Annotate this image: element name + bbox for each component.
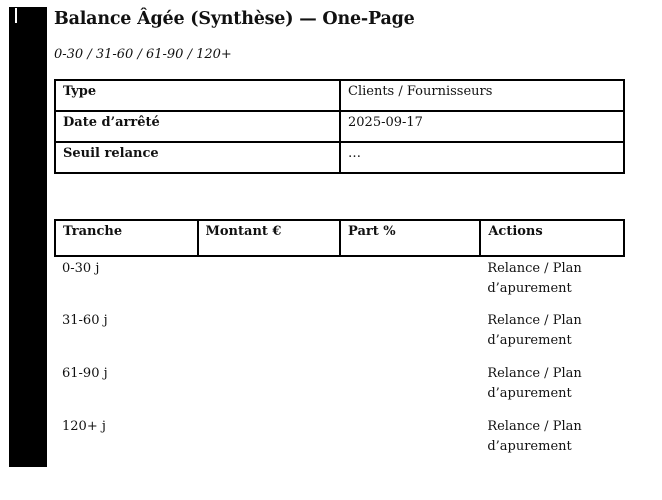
column-header-montant: Montant € — [198, 220, 341, 256]
montant-cell — [198, 415, 341, 468]
meta-table — [54, 79, 625, 174]
tranche-cell: 120+ j — [62, 419, 106, 434]
tranche-cell: 0-30 j — [62, 261, 100, 276]
tranche-cell: 31-60 j — [62, 313, 108, 328]
montant-cell — [198, 309, 341, 362]
left-margin-bar — [9, 7, 47, 467]
aging-header-row — [55, 220, 624, 256]
meta-key: Date d’arrêté — [55, 111, 340, 142]
table-row — [55, 415, 624, 468]
actions-cell: Relance / Plan d’apurement — [487, 261, 582, 296]
actions-cell: Relance / Plan d’apurement — [487, 419, 582, 454]
meta-key: Type — [55, 80, 340, 111]
meta-value: … — [340, 142, 624, 173]
actions-cell: Relance / Plan d’apurement — [487, 313, 582, 348]
tranche-cell: 61-90 j — [62, 366, 108, 381]
text-cursor — [15, 8, 17, 23]
meta-row-threshold — [55, 142, 624, 173]
table-row — [55, 256, 624, 309]
montant-cell — [198, 256, 341, 309]
meta-value: Clients / Fournisseurs — [340, 80, 624, 111]
aging-table — [54, 219, 625, 468]
table-row — [55, 309, 624, 362]
column-header-part: Part % — [340, 220, 480, 256]
table-row — [55, 362, 624, 415]
meta-key: Seuil relance — [55, 142, 340, 173]
meta-row-type — [55, 80, 624, 111]
page-subtitle: 0-30 / 31-60 / 61-90 / 120+ — [54, 47, 232, 62]
meta-value: 2025-09-17 — [340, 111, 624, 142]
part-cell — [340, 309, 480, 362]
column-header-actions: Actions — [480, 220, 624, 256]
actions-cell: Relance / Plan d’apurement — [487, 366, 582, 401]
part-cell — [340, 415, 480, 468]
part-cell — [340, 256, 480, 309]
page-title: Balance Âgée (Synthèse) — One-Page — [54, 9, 415, 29]
column-header-tranche: Tranche — [55, 220, 198, 256]
montant-cell — [198, 362, 341, 415]
meta-row-date — [55, 111, 624, 142]
part-cell — [340, 362, 480, 415]
